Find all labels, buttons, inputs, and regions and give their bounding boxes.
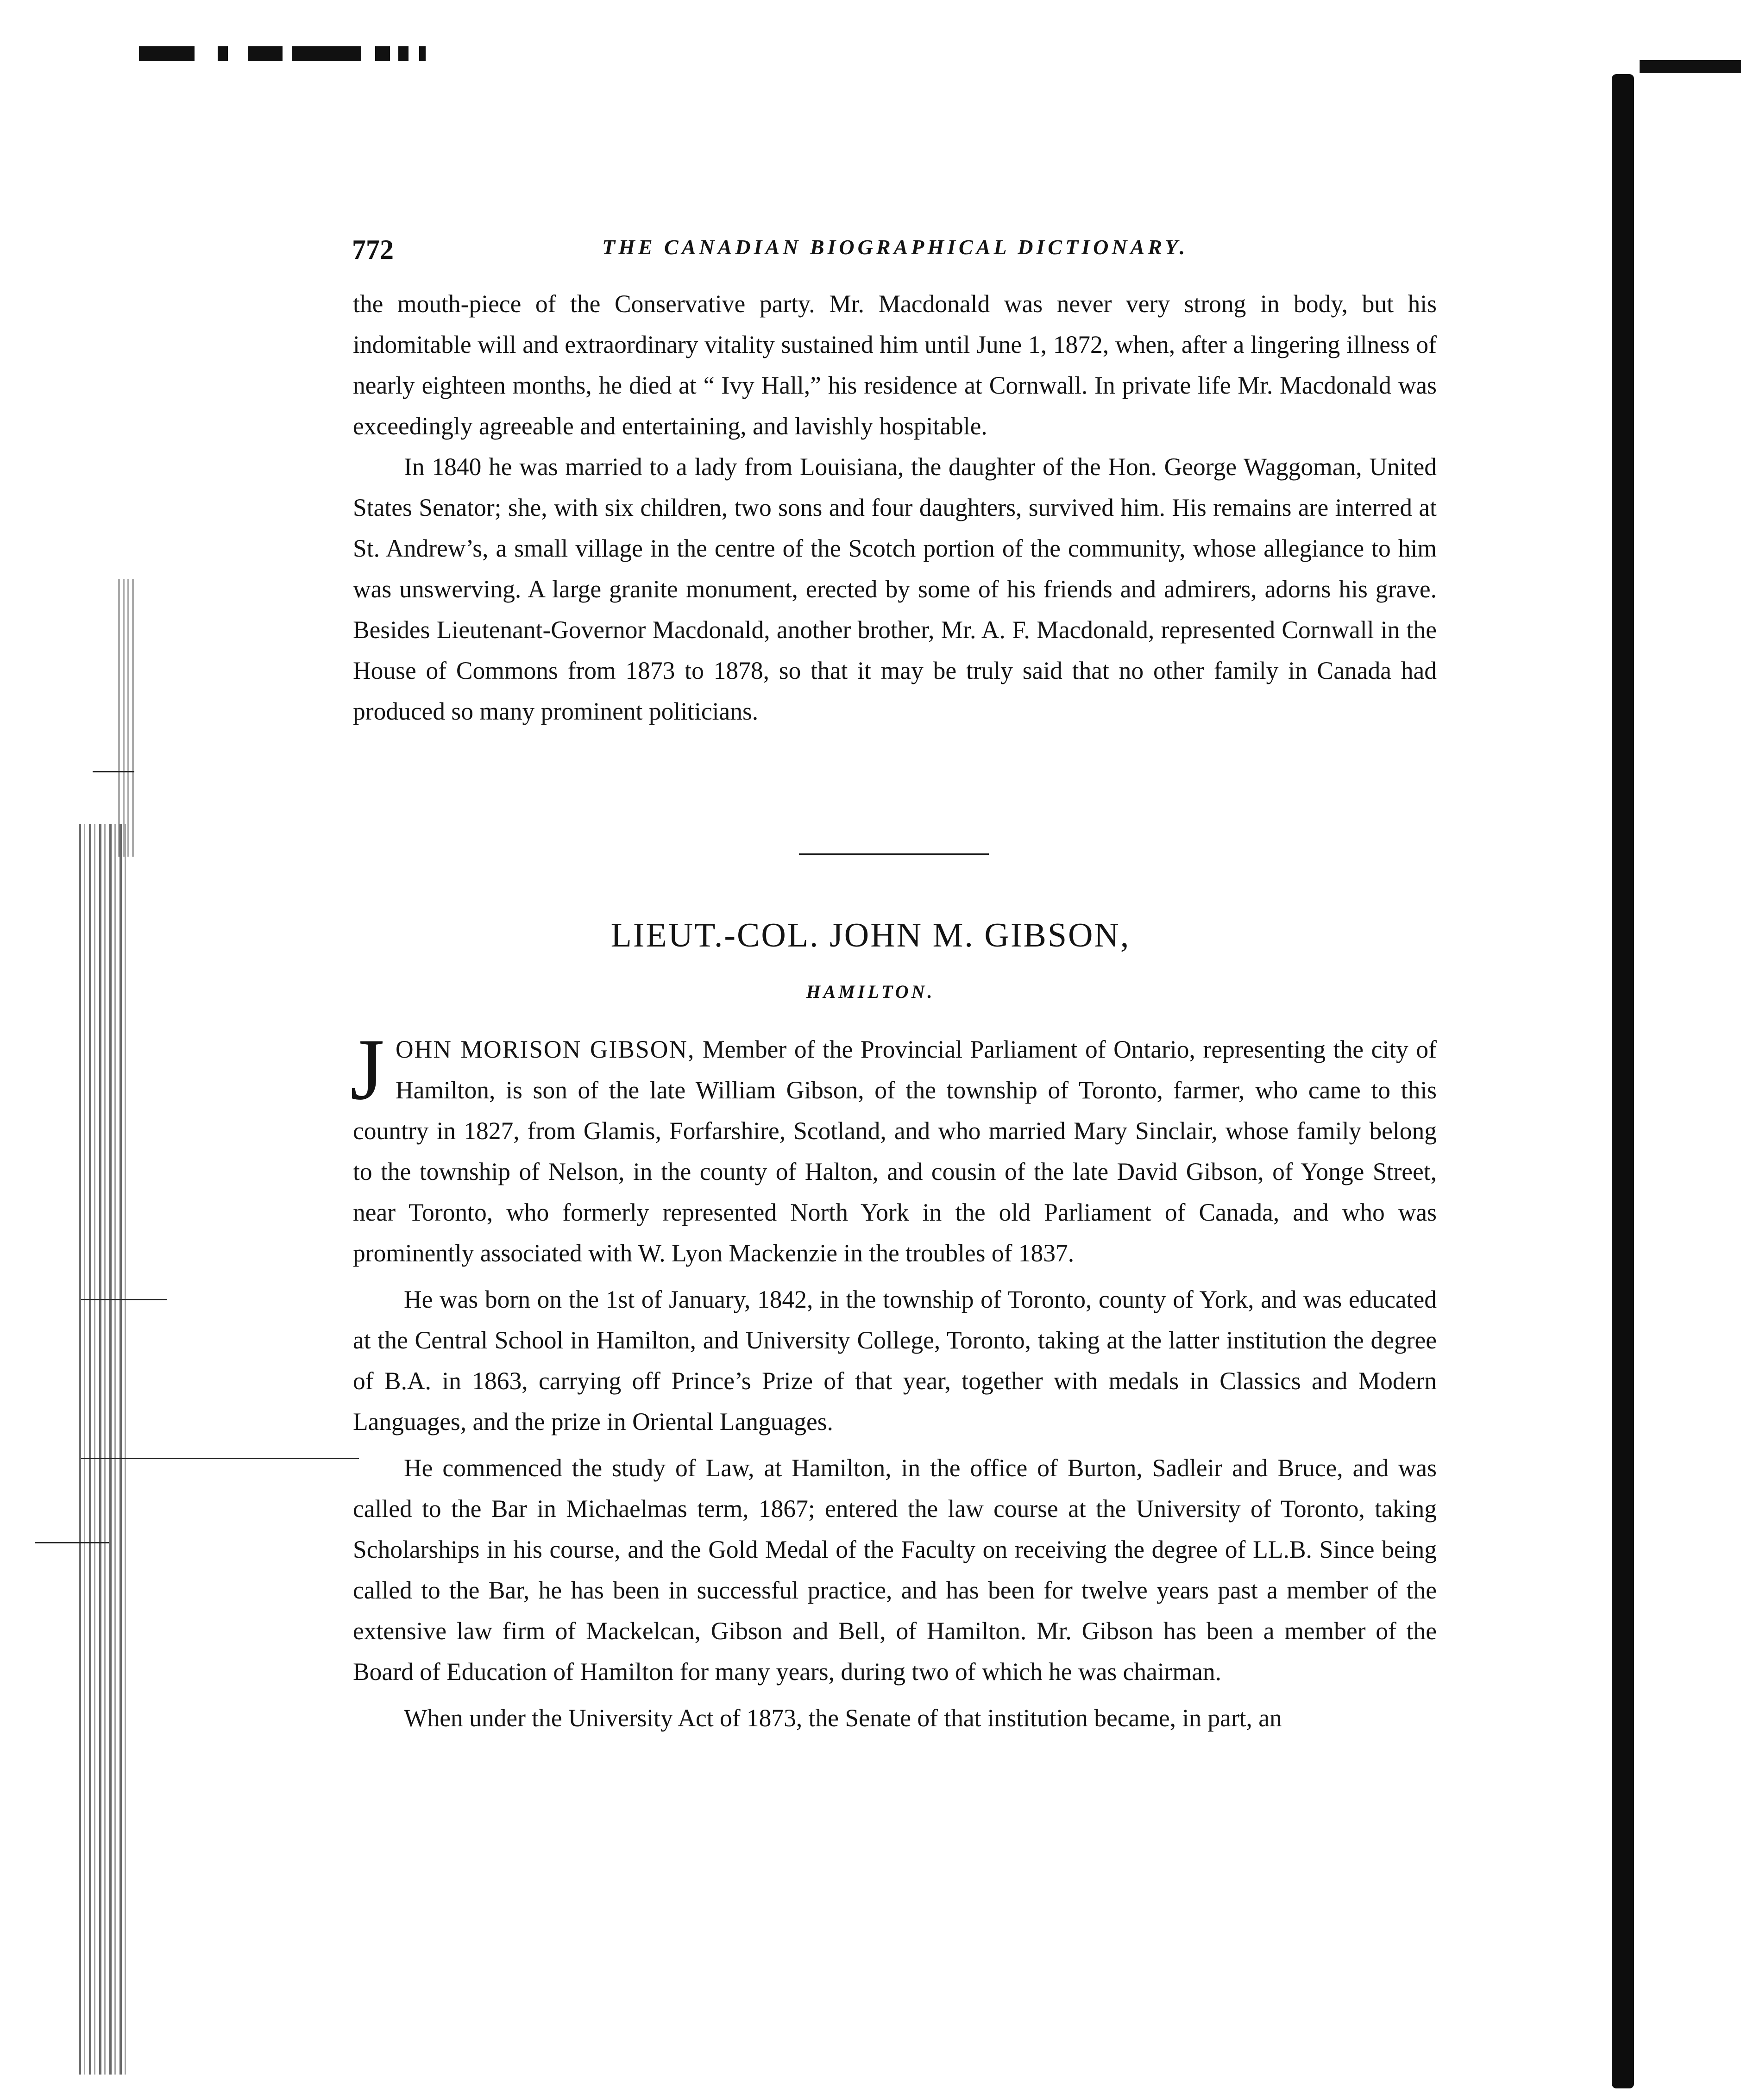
scan-artifact	[218, 46, 228, 61]
entry-location: HAMILTON.	[806, 981, 935, 1002]
scan-artifact	[81, 1299, 167, 1300]
entry-title: LIEUT.-COL. JOHN M. GIBSON,	[610, 916, 1131, 954]
page-number: 772	[352, 234, 394, 265]
paragraph: In 1840 he was married to a lady from Louisiana, the daughter of the Hon. George Waggoman, United States Senator; she, with six children, two sons and four daughters, survived him. His remains are interred at St. Andrew’s, a small village in the centre of the Scotch portion of the community, whose allegiance to him was unswerving. A large granite monument, erected by some of his friends and admirers, adorns his grave. Besides Lieutenant-Governor Macdonald, another brother, Mr. A. F. Macdonald, represented Cornwall in the House of Commons from 1873 to 1878, so that it may be truly said that no other family in Canada had produced so many prominent politicians.	[353, 453, 1437, 725]
entry-body	[350, 1021, 1437, 1738]
paragraph-text: Member of the Provincial Parliament of Ontario, representing the city of Hamilton, is son of the late William Gibson, of the township of Toronto, farmer, who came to this country in 1827, from Glamis, Forfarshire, Scotland, and who married Mary Sinclair, whose family belong to the township of Nelson, in the county of Halton, and cousin of the late David Gibson, of Yonge Street, near Toronto, who formerly represented North York in the old Parliament of Canada, and who was prominently associated with W. Lyon Mackenzie in the troubles of 1837.	[353, 1035, 1437, 1267]
scan-artifact	[93, 771, 134, 772]
paragraph	[350, 1021, 1437, 1273]
scan-artifact	[292, 46, 361, 61]
scan-artifact	[248, 46, 283, 61]
drop-cap: J	[350, 1021, 384, 1118]
page-edge-shadow	[79, 824, 130, 2075]
scan-artifact	[1640, 60, 1741, 73]
paragraph: He commenced the study of Law, at Hamilton, in the office of Burton, Sadleir and Bruce, and was called to the Bar in Michaelmas term, 1867; entered the law course at the University of Toronto, taking Scholarships in his course, and the Gold Medal of the Faculty on receiving the degree of LL.B. Since being called to the Bar, he has been in successful practice, and has been for twelve years past a member of the extensive law firm of Mackelcan, Gibson and Bell, of Hamilton. Mr. Gibson has been a member of the Board of Education of Hamilton for many years, during two of which he was chairman.	[353, 1454, 1437, 1686]
continued-text	[353, 283, 1437, 732]
paragraph: He was born on the 1st of January, 1842, in the township of Toronto, county of York, and was educated at the Central School in Hamilton, and University College, Toronto, taking at the latter institution the degree of B.A. in 1863, carrying off Prince’s Prize of that year, together with medals in Classics and Modern Languages, and the prize in Oriental Languages.	[353, 1285, 1437, 1436]
scan-artifact	[81, 1458, 359, 1459]
page-edge-shadow	[118, 579, 137, 857]
page-edge-shadow	[1612, 74, 1634, 2088]
scan-artifact	[398, 46, 409, 61]
scan-artifact	[139, 46, 195, 61]
paragraph: When under the University Act of 1873, the Senate of that institution became, in part, an	[404, 1704, 1282, 1732]
running-header	[352, 234, 1436, 276]
scan-artifact	[375, 46, 390, 61]
lead-caps: OHN MORISON GIBSON,	[395, 1035, 695, 1063]
scan-artifact	[35, 1542, 109, 1543]
running-title: THE CANADIAN BIOGRAPHICAL DICTIONARY.	[602, 235, 1188, 259]
section-divider	[799, 853, 989, 855]
paragraph: the mouth-piece of the Conservative party. Mr. Macdonald was never very strong in body, but his indomitable will and extraordinary vitality sustained him until June 1, 1872, when, after a lingering illness of nearly eighteen months, he died at “ Ivy Hall,” his residence at Cornwall. In private life Mr. Macdonald was exceedingly agreeable and entertaining, and lavishly hospitable.	[353, 290, 1437, 440]
scan-artifact	[419, 46, 426, 61]
